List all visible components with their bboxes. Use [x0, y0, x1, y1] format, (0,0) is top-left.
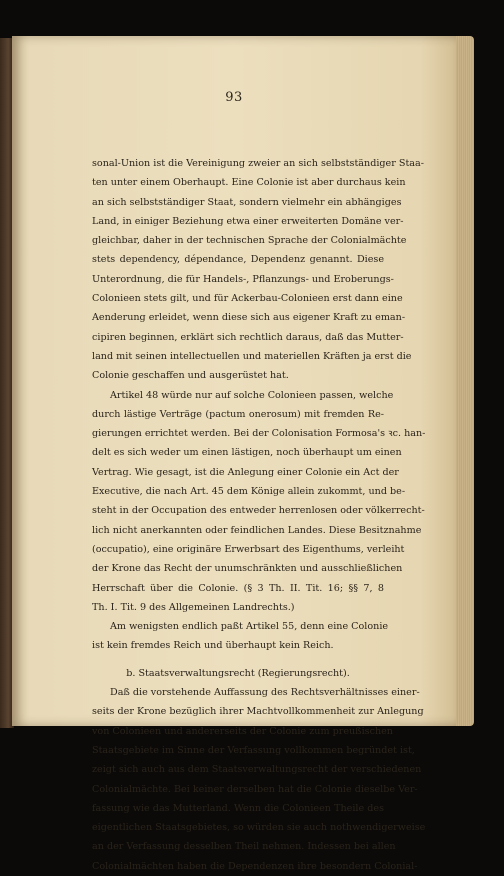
text-line: Executive, die nach Art. 45 dem Könige allein zukommt, und be-	[92, 486, 406, 498]
text-line: Colonieen stets gilt, und für Ackerbau-Colonieen erst dann eine	[92, 293, 403, 305]
text-line: eigentlichen Staatsgebietes, so würden sie auch nothwendigerweise	[92, 822, 426, 834]
text-line: an sich selbstständiger Staat, sondern vielmehr ein abhängiges	[92, 196, 402, 208]
text-line: Daß die vorstehende Auffassung des Rechtsverhältnisses einer-	[110, 687, 420, 699]
text-line: (occupatio), eine originäre Erwerbsart des Eigenthums, verleiht	[92, 543, 405, 555]
body-text	[92, 154, 426, 876]
text-line: ist kein fremdes Reich und überhaupt kein Reich.	[92, 640, 334, 652]
text-line: cipiren beginnen, erklärt sich rechtlich daraus, daß das Mutter-	[92, 331, 404, 343]
text-line: Colonie geschaffen und ausgerüstet hat.	[92, 370, 289, 382]
text-line: seits der Krone bezüglich ihrer Machtvollkommenheit zur Anlegung	[92, 706, 424, 718]
text-line: land mit seinen intellectuellen und materiellen Kräften ja erst die	[92, 350, 412, 362]
text-line: delt es sich weder um einen lästigen, noch überhaupt um einen	[92, 447, 402, 459]
text-line: steht in der Occupation des entweder herrenlosen oder völkerrecht-	[92, 505, 425, 517]
text-line: Artikel 48 würde nur auf solche Colonieen passen, welche	[110, 389, 394, 401]
text-line: Colonialmächte. Bei keiner derselben hat die Colonie dieselbe Ver-	[92, 783, 418, 795]
text-line: zeigt sich auch aus dem Staatsverwaltungsrecht der verschiedenen	[92, 764, 422, 776]
page-number: 93	[225, 90, 243, 105]
text-line: Vertrag. Wie gesagt, ist die Anlegung einer Colonie ein Act der	[92, 466, 399, 478]
text-line: Herrschaft über die Colonie. (§ 3 Th. II. Tit. 16; §§ 7, 8	[92, 582, 384, 594]
text-line: ten unter einem Oberhaupt. Eine Colonie ist aber durchaus kein	[92, 177, 406, 189]
text-line: der Krone das Recht der unumschränkten und ausschließlichen	[92, 563, 403, 575]
text-line: lich nicht anerkannten oder feindlichen Landes. Diese Besitznahme	[92, 524, 422, 536]
book-page	[12, 36, 456, 872]
text-line: Unterordnung, die für Handels-, Pflanzungs- und Eroberungs-	[92, 273, 394, 285]
text-line: Colonialmächten haben die Dependenzen ihre besondern Colonial-	[92, 860, 418, 872]
text-line: sonal-Union ist die Vereinigung zweier an sich selbstständiger Staa-	[92, 158, 424, 169]
text-line: Aenderung erleidet, wenn diese sich aus eigener Kraft zu eman-	[92, 312, 406, 324]
text-line: Land, in einiger Beziehung etwa einer erweiterten Domäne ver-	[92, 215, 404, 227]
text-line: Th. I. Tit. 9 des Allgemeinen Landrechts.)	[92, 601, 295, 613]
text-line: stets dependency, dépendance, Dependenz genannt. Diese	[92, 254, 384, 266]
text-line: gleichbar, daher in der technischen Sprache der Colonialmächte	[92, 235, 407, 247]
text-line: an der Verfassung desselben Theil nehmen. Indessen bei allen	[92, 841, 396, 853]
text-line: Staatsgebiete im Sinne der Verfassung vollkommen begründet ist,	[92, 744, 415, 756]
text-line: von Colonieen und andererseits der Colonie zum preußischen	[92, 725, 393, 737]
text-line	[92, 656, 384, 664]
text-line: Am wenigsten endlich paßt Artikel 55, denn eine Colonie	[110, 621, 389, 633]
text-line: fassung wie das Mutterland. Wenn die Colonieen Theile des	[92, 802, 384, 814]
text-line: gierungen errichtet werden. Bei der Colonisation Formosa's ꝛc. han-	[92, 428, 426, 440]
section-heading: b. Staatsverwaltungsrecht (Regierungsrecht).	[126, 667, 350, 679]
text-line: durch lästige Verträge (pactum onerosum) mit fremden Re-	[92, 408, 384, 420]
